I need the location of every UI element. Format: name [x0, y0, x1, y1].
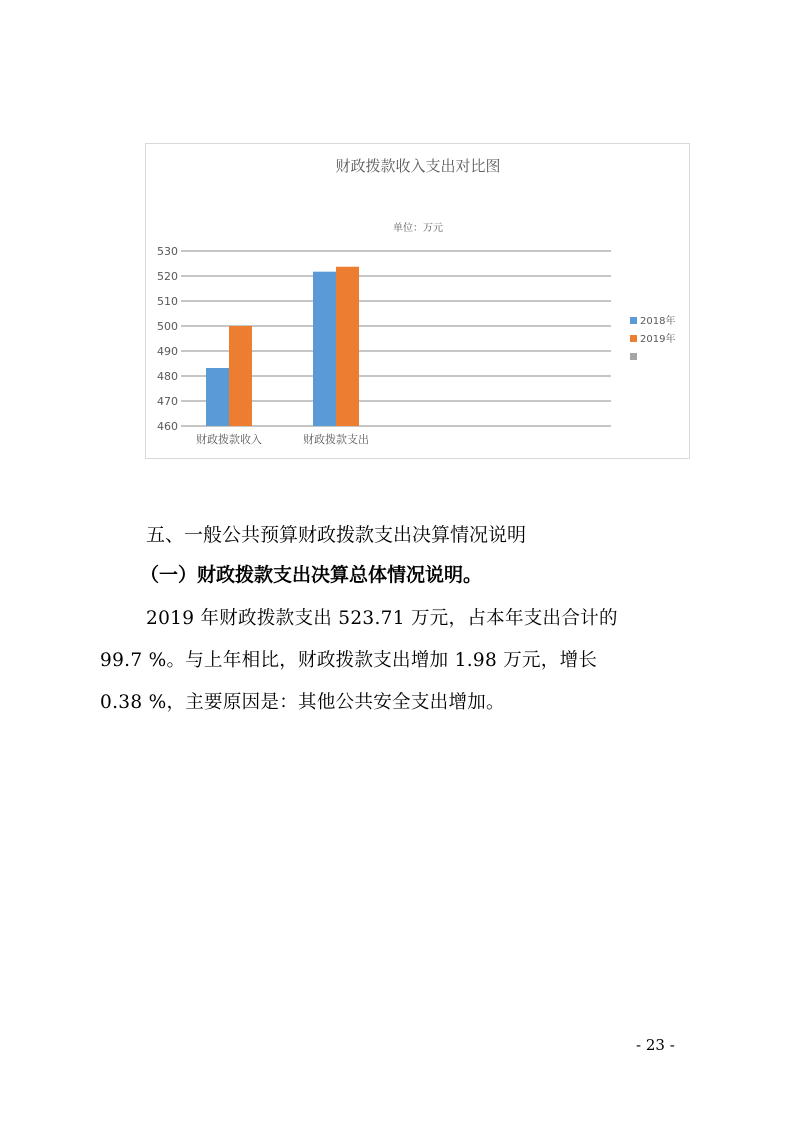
y-tick-label: 530	[157, 245, 178, 258]
chart-title: 财政拨款收入支出对比图	[335, 157, 501, 175]
paragraph-line: 99.7 %。与上年相比，财政拨款支出增加 1.98 万元，增长	[100, 650, 598, 671]
x-category-label: 财政拨款收入	[196, 433, 262, 446]
legend-swatch	[630, 353, 637, 360]
bar-2018年	[313, 272, 336, 426]
legend-label: 2019年	[640, 334, 676, 345]
y-tick-label: 520	[157, 270, 178, 283]
chart-svg	[146, 144, 691, 460]
y-tick-label: 480	[157, 370, 178, 383]
y-tick-label: 500	[157, 320, 178, 333]
legend-swatch	[630, 335, 637, 342]
bar-2018年	[206, 368, 229, 426]
section-heading: 五、一般公共预算财政拨款支出决算情况说明	[146, 524, 527, 546]
legend-label: 2018年	[640, 316, 676, 327]
x-category-label: 财政拨款支出	[303, 433, 369, 446]
bar-2019年	[229, 326, 252, 426]
y-tick-label: 470	[157, 395, 178, 408]
legend-swatch	[630, 317, 637, 324]
bar-2019年	[336, 267, 359, 426]
chart-subtitle: 单位：万元	[393, 223, 443, 234]
paragraph-line: 2019 年财政拨款支出 523.71 万元，占本年支出合计的	[146, 608, 618, 629]
page-number: - 23 -	[636, 1036, 675, 1054]
y-tick-label: 490	[157, 345, 178, 358]
y-tick-label: 510	[157, 295, 178, 308]
sub-heading: （一）财政拨款支出决算总体情况说明。	[140, 564, 483, 586]
y-tick-label: 460	[157, 420, 178, 433]
paragraph-line: 0.38 %，主要原因是：其他公共安全支出增加。	[100, 692, 505, 713]
chart-container	[145, 143, 690, 459]
